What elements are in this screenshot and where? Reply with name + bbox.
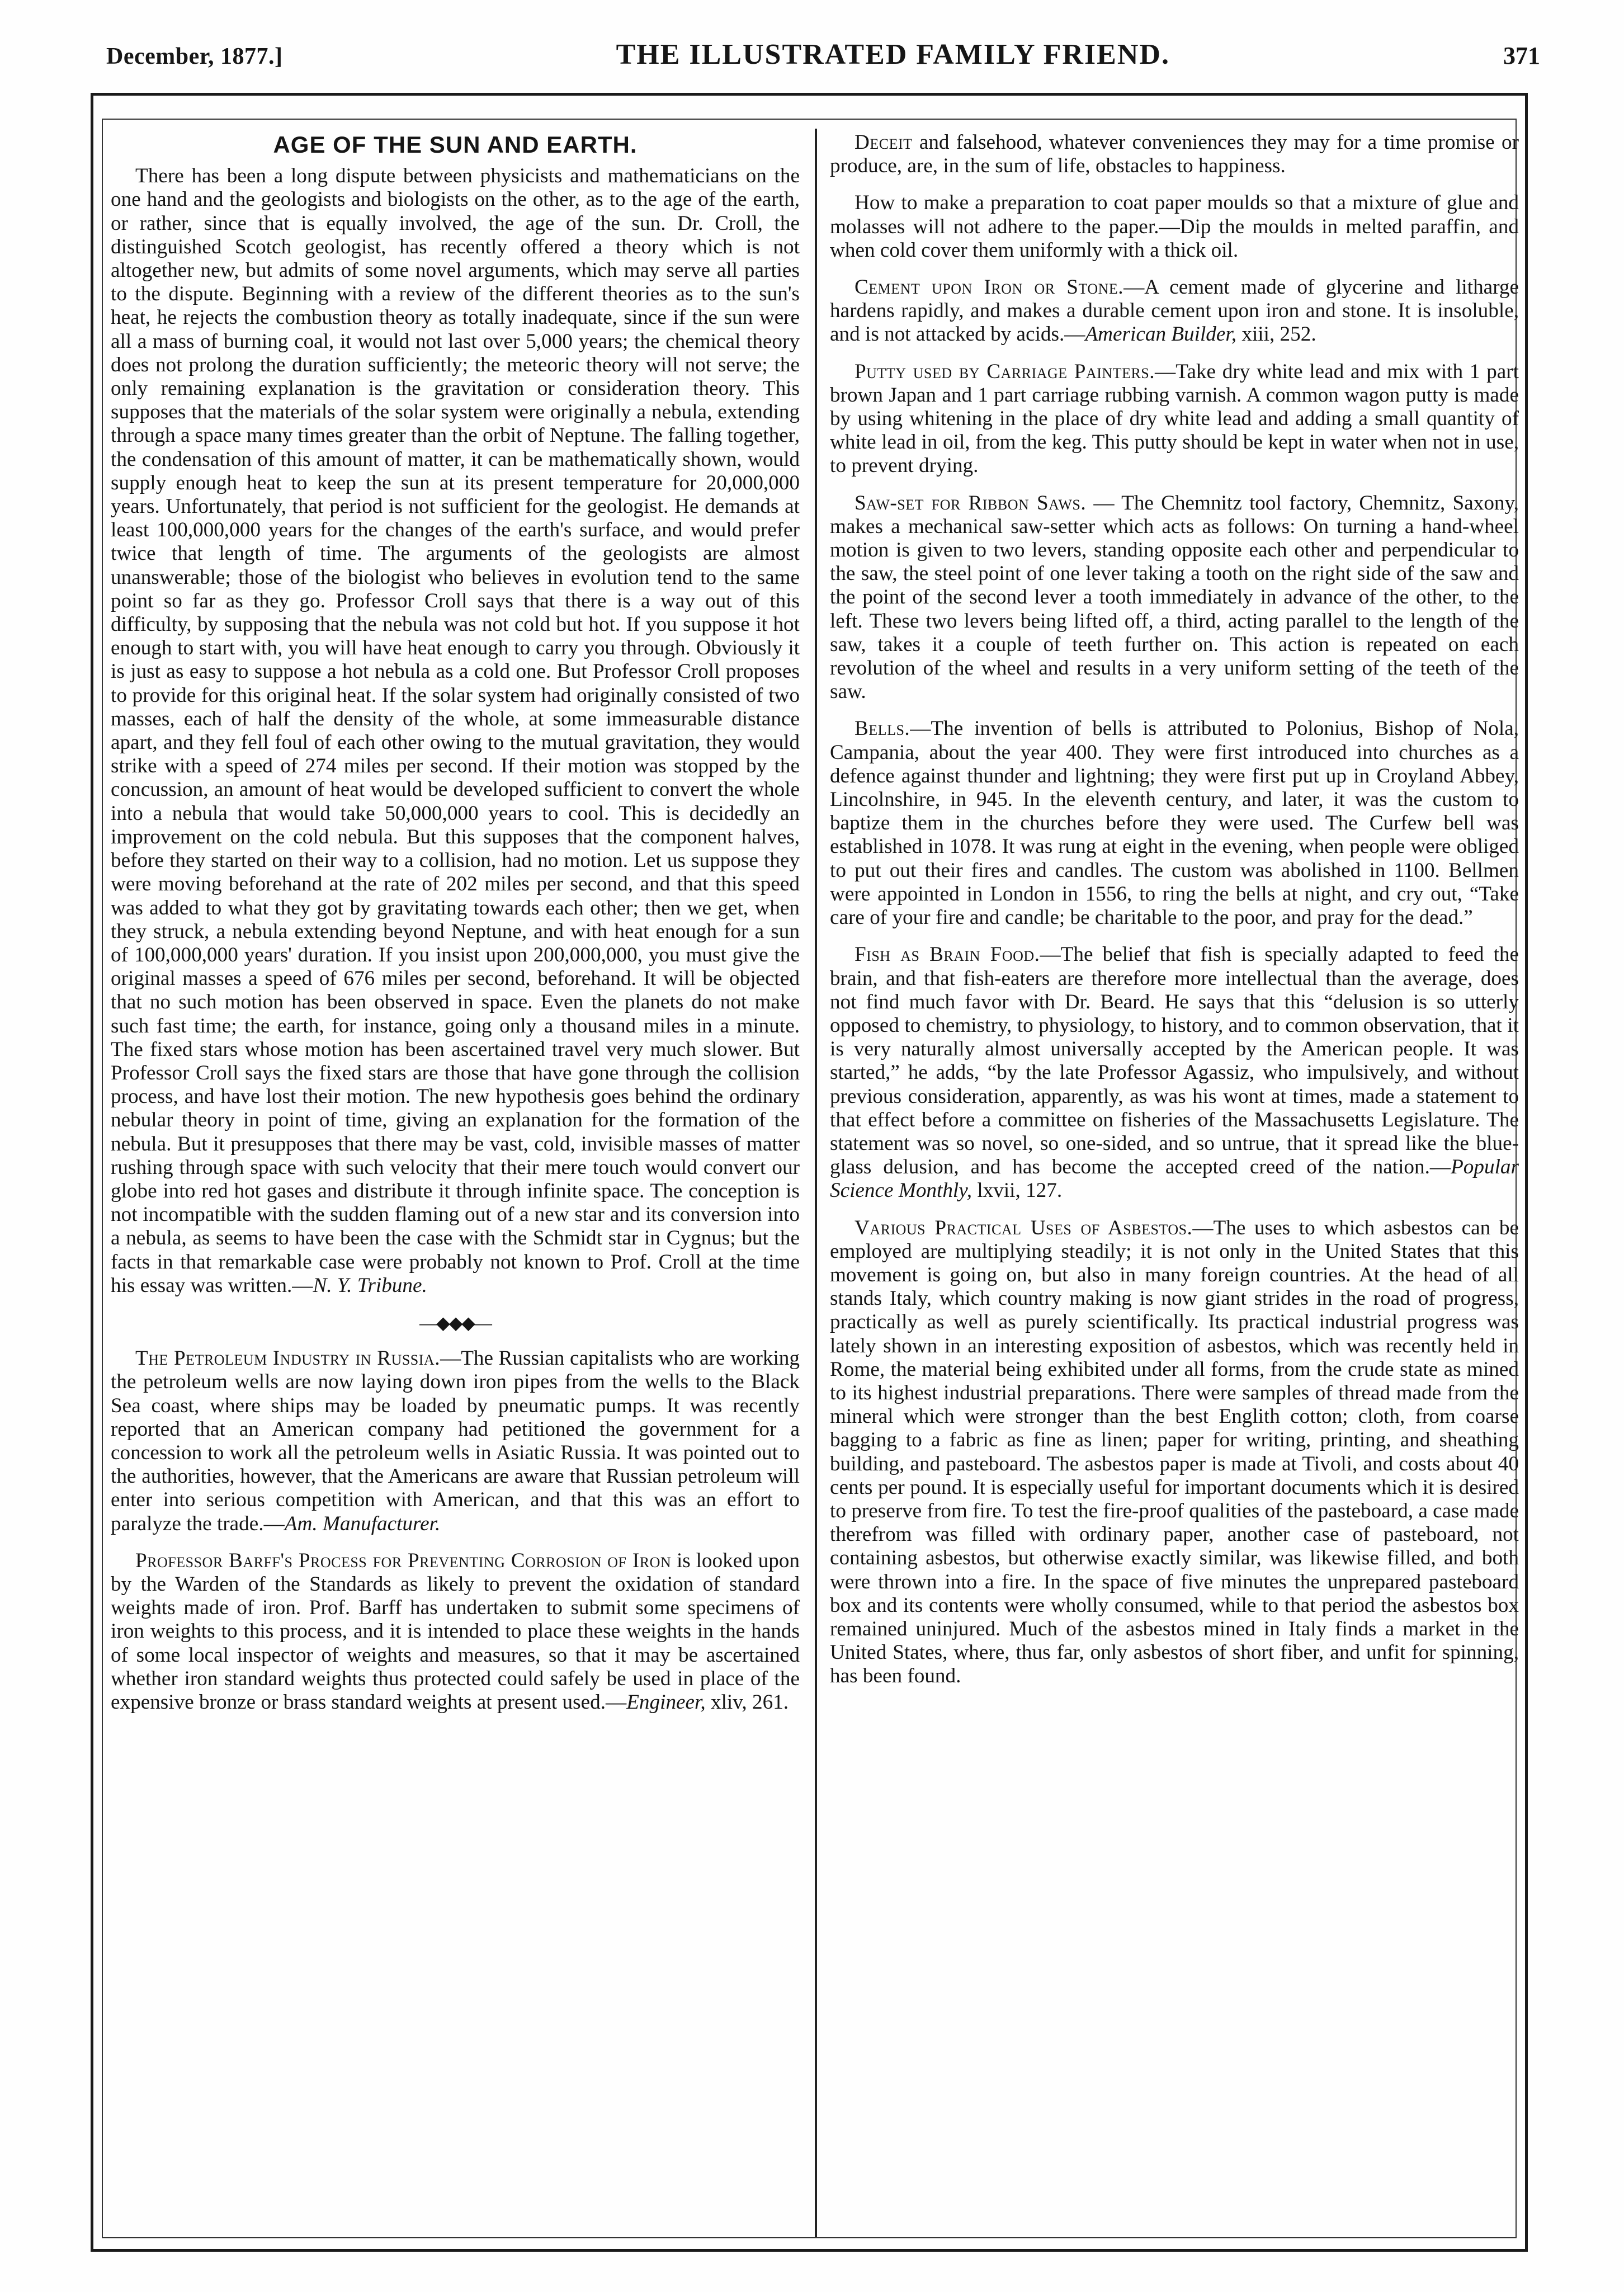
article-body: —The uses to which asbestos can be employed are multiplying steadily; it is not only in the United States that this movement is going on, but also in many foreign countries. At the head of all stands Italy, which country making is now giant strides in the road of progress, practically as well as purely scientifically. Its practical industrial progress was lately shown in an interesting exposition of asbestos, which was recently held in Rome, the material being exhibited under all forms, from the crude state as mined to its highest industrial preparations. There were samples of thread made from the mineral which were stronger than the best Englith cotton; cloth, from coarse bagging to a fabric as fine as linen; paper for writing, printing, and sheathing building, and pasteboard. The asbestos paper is made at Tivoli, and costs about 40 cents per pound. It is especially useful for important documents which it is desired to preserve from fire. To test the fire-proof qualities of the pasteboard, a case made therefrom was filled with ordinary paper, another case of pasteboard, not containing asbestos, but otherwise exactly similar, was likewise filled, and both were thrown into a fire. In the space of five minutes the unprepared pasteboard box and its contents were wholly consumed, while to that period the asbestos box remained uninjured. Much of the asbestos mined in Italy finds a market in the United States, where, thus far, only asbestos of short fiber, and unfit for spinning, has been found.	[830, 1216, 1519, 1688]
article-bells	[830, 717, 1519, 930]
article-source-tail: xiii, 252.	[1236, 323, 1316, 346]
article-barff-process	[111, 1549, 800, 1714]
issue-date: December, 1877.]	[106, 44, 283, 69]
article-cement	[830, 276, 1519, 347]
article-body: —The invention of bells is attributed to Polonius, Bishop of Nola, Campania, about the year 400. They were first introduced into churches as a defence against thunder and lightning; they were first put up in Croyland Abbey, Lincolnshire, in 945. In the eleventh century, and later, it was the custom to baptize them in the churches before they were used. The Curfew bell was established in 1078. It was rung at eight in the evening, when people were obliged to put out their fires and candles. The custom was abolished in 1100. Bellmen were appointed in London in 1556, to ring the bells at night, and cry out, “Take care of your fire and candle; be charitable to the poor, and pray for the dead.”	[830, 717, 1519, 930]
article-paper-moulds	[830, 191, 1519, 262]
article-source: Am. Manufacturer.	[284, 1512, 441, 1535]
article-body: —A cement made of glycerine and litharge hardens rapidly, and makes a durable cement upon iron and stone. It is insoluble, and is not attacked by acids.—	[830, 276, 1519, 346]
article-body: —The belief that fish is specially adapted to feed the brain, and that fish-eaters are therefore more intellectual than the average, does not find much favor with Dr. Beard. He says that this “delusion is so utterly opposed to chemistry, to physiology, to history, and to common observation, that it is very naturally almost universally accepted by the American people. It was started,” he adds, “by the late Professor Agassiz, who impulsively, and without previous consideration, apparently, as was his wont at times, made a statement to that effect before a committee on fisheries of the Massachusetts Legislature. The statement was so novel, so one-sided, and so untrue, that it spread like the blue-glass delusion, and has become the accepted creed of the nation.—	[830, 943, 1519, 1179]
article-heading: Bells.	[855, 717, 910, 741]
article-title-age-of-sun: AGE OF THE SUN AND EARTH.	[273, 131, 638, 158]
article-source: Engineer,	[626, 1691, 706, 1714]
article-heading: Various Practical Uses of Asbestos.	[855, 1216, 1193, 1239]
article-petroleum-russia	[111, 1347, 800, 1536]
article-heading: Fish as Brain Food.	[855, 943, 1040, 966]
publication-title: THE ILLUSTRATED FAMILY FRIEND.	[616, 39, 1170, 70]
article-heading: The Petroleum Industry in Russia.	[135, 1347, 440, 1370]
article-source: N. Y. Tribune.	[313, 1274, 427, 1297]
article-body: and falsehood, whatever conveniences they may for a time promise or produce, are, in the sum of life, obstacles to happiness.	[830, 131, 1519, 178]
article-heading: Professor Barff's Process for Preventing Corrosion of Iron	[135, 1549, 672, 1572]
article-fish-brain-food	[830, 943, 1519, 1202]
article-asbestos	[830, 1216, 1519, 1689]
article-lead-word: Deceit	[855, 131, 913, 154]
right-column	[830, 131, 1519, 1702]
page-header	[106, 38, 1540, 83]
article-heading: Putty used by Carriage Painters.	[855, 360, 1155, 383]
article-age-of-sun	[111, 164, 800, 1298]
section-ornament: —◆◆◆—	[419, 1312, 491, 1333]
page-number: 371	[1503, 42, 1540, 69]
article-putty	[830, 360, 1519, 478]
article-heading: Saw-set for Ribbon Saws.	[855, 491, 1087, 515]
article-source-tail: lxvii, 127.	[972, 1179, 1063, 1202]
article-heading: Cement upon Iron or Stone.	[855, 276, 1124, 299]
article-source-tail: xliv, 261.	[705, 1691, 789, 1714]
article-body: —Take dry white lead and mix with 1 part brown Japan and 1 part carriage rubbing varnish. A common wagon putty is made by using whitening in the place of dry white lead and adding a small quantity of white lead in oil, from the keg. This putty should be kept in water when not in use, to prevent drying.	[830, 360, 1519, 478]
article-saw-set	[830, 492, 1519, 704]
article-deceit	[830, 131, 1519, 178]
article-body: is looked upon by the Warden of the Standards as likely to prevent the oxidation of standard weights made of iron. Prof. Barff has undertaken to submit some specimens of iron weights to this process, and it is intended to place these weights in the hands of some local inspector of weights and measures, so that it may be ascertained whether iron standard weights thus protected could safely be used in place of the expensive bronze or brass standard weights at present used.—	[111, 1549, 800, 1714]
article-body: There has been a long dispute between physicists and mathematicians on the one hand and the geologists and biologists on the other, as to the age of the earth, or rather, since that is equally involved, the age of the sun. Dr. Croll, the distinguished Scotch geologist, has recently offered a theory which is not altogether new, but admits of some novel arguments, which may serve all parties to the dispute. Beginning with a review of the different theories as to the sun's heat, he rejects the combustion theory as totally inadequate, since if the sun were all a mass of burning coal, it would not last over 5,000 years; the chemical theory does not prolong the duration sufficiently; the meteoric theory will not serve; the only remaining explanation is the gravitation or consideration theory. This supposes that the materials of the solar system were originally a nebula, extending through a space many times greater than the orbit of Neptune. The falling together, the condensation of this amount of matter, it can be mathematically shown, would supply enough heat to keep the sun at its present temperature for 20,000,000 years. Unfortunately, that period is not sufficient for the geologist. He demands at least 100,000,000 years for the changes of the earth's surface, and would prefer twice that length of time. The arguments of the geologists are almost unanswerable; those of the biologist who believes in evolution tend to the same point so far as they go. Professor Croll says that there is a way out of this difficulty, by supposing that the nebula was not cold but hot. If you suppose it hot enough to start with, you will have heat enough to carry you through. Obviously it is just as easy to suppose a hot nebula as a cold one. But Professor Croll proposes to provide for this original heat. If the solar system had originally consisted of two masses, each of half the density of the whole, at some immeasurable distance apart, and they fell foul of each other owing to the mutual gravitation, they would strike with a speed of 274 miles per second. If their motion was stopped by the concussion, an amount of heat would be developed sufficient to convert the whole into a nebula that would take 50,000,000 years to cool. This is decidedly an improvement on the cold nebula. But this supposes that the component halves, before they started on their way to a collision, had no motion. Let us suppose they were moving beforehand at the rate of 202 miles per second, and that this speed was added to what they got by gravitating towards each other; then we get, when they struck, a nebula extending beyond Neptune, and with heat enough for a sun of 100,000,000 years' duration. If you insist upon 200,000,000, you must give the original masses a speed of 676 miles per second, beforehand. It will be objected that no such motion has been observed in space. Even the planets do not make such fast time; the earth, for instance, going only a thousand miles in a minute. The fixed stars whose motion has been ascertained travel very much slower. But Professor Croll says the fixed stars are those that have gone through the collision process, and have lost their motion. The new hypothesis goes behind the ordinary nebular theory in point of time, giving an explanation for the formation of the nebula. But it presupposes that there may be vast, cold, invisible masses of matter rushing through space with such velocity that their mere touch would convert our globe into red hot gases and distribute it through infinite space. The conception is not incompatible with the sudden flaming out of a new star and its conversion into a nebula, as seems to have been the case with the Schmidt star in Cygnus; but the facts in that remarkable case were probably not known to Prof. Croll at the time his essay was written.—	[111, 164, 800, 1297]
article-body: How to make a preparation to coat paper moulds so that a mixture of glue and molasses will not adhere to the paper.—Dip the moulds in melted paraffin, and when cold cover them uniformly with a thick oil.	[830, 191, 1519, 262]
article-source: American Builder,	[1085, 323, 1237, 346]
article-body: —The Russian capitalists who are working the petroleum wells are now laying down iron pipes from the wells to the Black Sea coast, where ships may be loaded by pneumatic pumps. It was recently reported that an American company had petitioned the government for a concession to work all the petroleum wells in Asiatic Russia. It was pointed out to the authorities, however, that the Americans are aware that Russian petroleum will enter into serious competition with American, and that this was an effort to paralyze the trade.—	[111, 1347, 800, 1535]
left-column	[111, 131, 800, 1728]
article-body: — The Chemnitz tool factory, Chemnitz, Saxony, makes a mechanical saw-setter which acts as follows: On turning a hand-wheel motion is given to two levers, standing opposite each other and perpendicular to the saw, the steel point of one lever taking a tooth on the right side of the saw and the point of the second lever a tooth immediately in advance of the other, to the left. These two levers being lifted off, a third, acting parallel to the length of the saw, takes it a couple of teeth further on. This action is repeated on each revolution of the wheel and results in a very uniform setting of the teeth of the saw.	[830, 491, 1519, 704]
article-source: Popular Science Monthly,	[830, 1156, 1519, 1202]
column-divider	[815, 129, 817, 2237]
